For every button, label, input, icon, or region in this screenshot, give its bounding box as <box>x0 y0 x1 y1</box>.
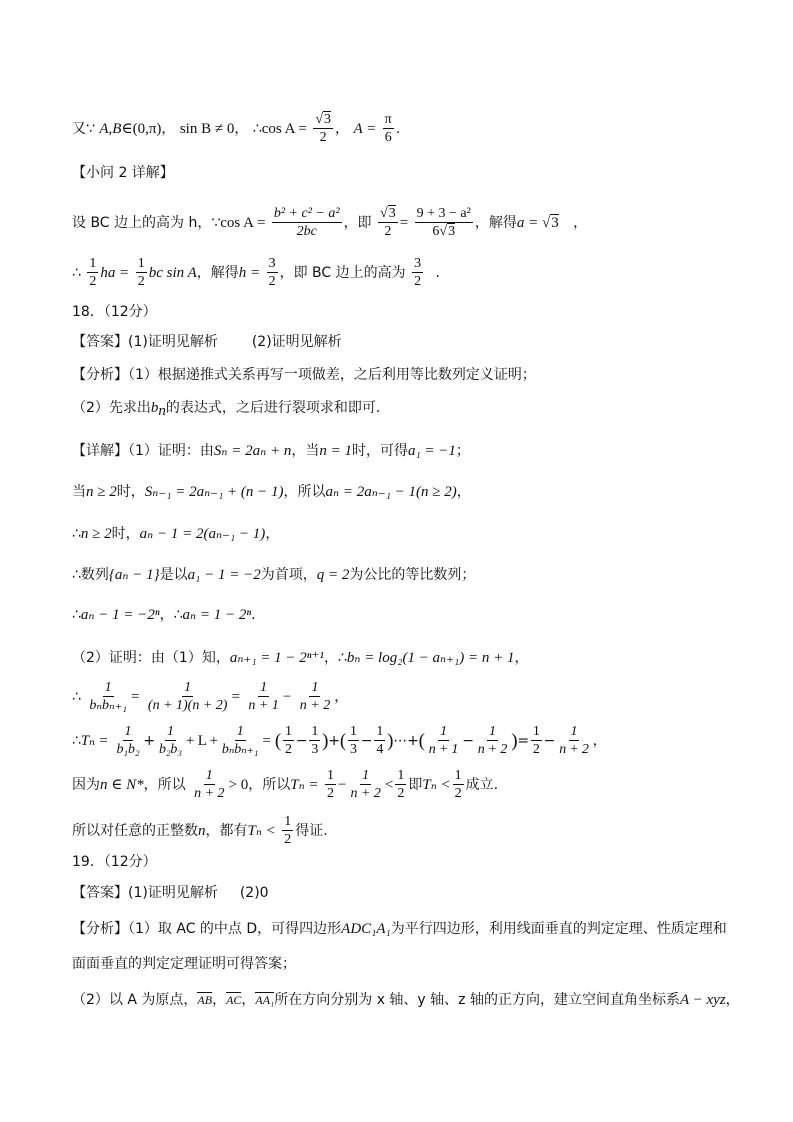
math: bc sin A <box>148 264 197 281</box>
fraction: $\frac{1}{2}$ <box>326 768 334 802</box>
text: ∴ <box>72 264 81 281</box>
fraction: $\frac{1}{2}$ <box>532 724 540 758</box>
fraction: $\frac{1}{n + 1}$ <box>248 680 279 714</box>
fraction: $\frac{1}{\text{b₁b₂}}$ <box>116 724 140 758</box>
math: aₙ − 1 = −2ⁿ <box>80 607 160 623</box>
math: = <box>399 214 409 231</box>
answer-line <box>72 335 342 349</box>
line-12 <box>72 568 475 583</box>
math: − <box>282 688 292 705</box>
fraction: $\frac{1}{\text{bₙbₙ₊₁}}$ <box>221 724 259 758</box>
math: aₙ₊₁ = 1 − 2ⁿ⁺¹ <box>229 650 324 666</box>
text: 为首项， <box>260 567 317 583</box>
math: Sₙ = 2aₙ + n <box>213 443 292 459</box>
fraction: √ $\frac{3}{2}$ <box>378 206 398 240</box>
text: 时， <box>111 526 140 542</box>
fraction: $\frac{1}{n + 2}$ <box>559 724 589 758</box>
line-15 <box>72 680 348 714</box>
math: ⋯ <box>393 732 408 749</box>
math: aₙ = 2aₙ₋₁ − 1(n ≥ 2) <box>325 484 457 500</box>
text: 所在方向分别为 x 轴、y 轴、z 轴的正方向，建立空间直角坐标系 <box>274 992 680 1008</box>
text: . <box>251 607 256 623</box>
text: ， <box>456 484 471 500</box>
text: 所以对任意的正整数 <box>72 822 198 839</box>
text: ，所以 <box>283 484 326 500</box>
text: ∴ <box>72 732 81 749</box>
text: (2)0 <box>239 885 269 901</box>
math: > 0 <box>228 776 249 793</box>
text: ，∴ <box>159 607 183 623</box>
fraction: $\frac{1}{2}$ <box>137 256 145 290</box>
math: n ∈ N* <box>100 776 144 793</box>
text: ，都有 <box>205 822 248 839</box>
math: n <box>158 403 166 419</box>
text: 是以 <box>159 567 188 583</box>
math: bₙ = log₂(1 − aₙ₊₁) = n + 1 <box>346 650 515 666</box>
line-14 <box>72 651 529 666</box>
line-16: ∴Tₙ = $\frac{1}{\text{b₁b₂}}$ + $\frac{1}{\text{b₂b₃}}$ + L + $\frac{1}{\text{bₙbₙ₊₁}}$ = ( $\frac{1}{2}$ − $\frac{1}{3}$ )+( $\frac{1}{3}$ − $\frac{1}{4}$ )⋯+( $\frac{1}{n + 1}$ − $\frac{1}{n + 2}$ )= $\frac{1}{2}$ − $\frac{1}{n + 2}$ ， <box>72 724 607 758</box>
text: ，即 BC 边上的高为 <box>279 264 406 281</box>
math: ∈(0,π) <box>121 120 162 137</box>
math: + L + <box>185 732 218 749</box>
math: aₙ = 1 − 2ⁿ <box>182 607 252 623</box>
text: 的表达式，之后进行裂项求和即可. <box>165 400 381 416</box>
text: . <box>435 264 440 281</box>
fraction: $\frac{3}{2}$ <box>268 256 276 290</box>
math: Tₙ = <box>290 776 319 793</box>
text: ，∴ <box>323 650 347 666</box>
line-22: 面面垂直的判定定理证明可得答案； <box>72 956 296 972</box>
text: 因为 <box>72 776 100 793</box>
math: aₙ − 1 = 2(aₙ₋₁ − 1) <box>139 526 266 542</box>
text: ， <box>241 992 256 1008</box>
math: − <box>337 776 347 793</box>
line-8 <box>72 401 380 419</box>
line-9 <box>72 444 470 459</box>
fraction: $\frac{\text{b² + c² − a²}}{2bc}$ <box>273 206 340 240</box>
math: Tₙ < <box>247 822 276 839</box>
text: 为平行四边形，利用线面垂直的判定定理、性质定理和 <box>390 921 727 937</box>
text: ， <box>573 214 588 231</box>
text: ，所以 <box>248 776 291 793</box>
fraction: $\frac{1}{n + 2}$ <box>477 724 508 758</box>
math: Sₙ₋₁ = 2aₙ₋₁ + (n − 1) <box>144 484 284 500</box>
vector-ab: AB <box>197 993 213 1007</box>
math: a = <box>516 214 542 231</box>
math: n ≥ 2 <box>86 484 117 500</box>
text: ，解得 <box>196 264 239 281</box>
analysis-line: 【分析】（1）根据递推式关系再写一项做差，之后利用等比数列定义证明； <box>72 367 536 383</box>
text: （2）先求出 <box>72 400 151 416</box>
math: sin B ≠ 0 <box>179 120 235 137</box>
math: A <box>99 120 109 137</box>
answer-line <box>72 886 269 900</box>
math: , <box>108 120 113 137</box>
text: ， <box>265 526 280 542</box>
vector-ac: AC <box>226 993 242 1007</box>
problem-number: 19．（12分） <box>72 854 157 870</box>
line-3 <box>72 206 587 240</box>
text: ，所以 <box>143 776 186 793</box>
fraction: $\frac{1}{2}$ <box>284 814 292 848</box>
fraction: $\frac{1}{\text{b₂b₃}}$ <box>158 724 182 758</box>
fraction: $\frac{3}{2}$ <box>414 256 422 290</box>
text: 【详解】（1）证明：由 <box>72 443 214 459</box>
math: A = <box>353 120 377 137</box>
line-10 <box>72 485 471 500</box>
line-11 <box>72 527 279 542</box>
text: ， <box>514 650 529 666</box>
text: 为公比的等比数列； <box>349 567 476 583</box>
fraction: √ $\frac{3}{2}$ <box>313 112 333 146</box>
math: b <box>150 400 159 416</box>
math: cos A = <box>220 214 266 231</box>
line-4 <box>72 256 440 290</box>
text: （2）证明：由（1）知， <box>72 650 230 666</box>
math: cos A = <box>261 120 307 137</box>
line-21 <box>72 922 727 937</box>
fraction: $\frac{1}{n + 2}$ <box>350 768 381 802</box>
text: (2)证明见解析 <box>251 334 342 350</box>
text: ∴数列 <box>72 567 109 583</box>
text: 又∵ <box>72 120 95 137</box>
text: ∴ <box>72 607 81 623</box>
fraction: $\frac{1}{2}$ <box>89 256 97 290</box>
text: ， <box>725 992 740 1008</box>
line-13 <box>72 608 256 623</box>
math: A − xyz <box>679 992 726 1008</box>
fraction: $\frac{1}{2}$ <box>454 768 462 802</box>
text: ∴ <box>72 688 81 705</box>
text: （2）以 A 为原点， <box>72 992 198 1008</box>
text: 【答案】(1)证明见解析 <box>72 885 218 901</box>
math: n <box>198 822 206 839</box>
math: Tₙ < <box>422 776 451 793</box>
text: 当 <box>72 484 86 500</box>
line-18 <box>72 814 328 848</box>
text: ； <box>455 443 470 459</box>
line-1: 又∵ A,B∈(0,π)， sin B ≠ 0， ∴cos A = √ $\frac{3}{2}$ ， A = $\frac{\pi}{6}$ . <box>72 112 400 146</box>
math: h = <box>238 264 261 281</box>
text: ， <box>334 688 349 705</box>
math: a₁ − 1 = −2 <box>187 567 261 583</box>
line-17 <box>72 768 498 802</box>
fraction: $\frac{\pi}{6}$ <box>384 112 392 146</box>
math: {aₙ − 1} <box>108 567 160 583</box>
math: n = 1 <box>319 443 352 459</box>
text: 【分析】（1）取 AC 的中点 D，可得四边形 <box>72 921 342 937</box>
text: 时，可得 <box>351 443 408 459</box>
text: 成立. <box>465 776 499 793</box>
math: ADC₁A₁ <box>341 921 391 937</box>
fraction: $\frac{1}{2}$ <box>397 768 405 802</box>
text: ， <box>592 732 607 749</box>
vector-aa1: AA₁ <box>255 993 275 1007</box>
math: 3 <box>551 214 559 231</box>
math: B <box>112 120 122 137</box>
subsection-heading: 【小问 2 详解】 <box>72 165 174 181</box>
fraction: $\frac{1}{3}$ <box>349 724 357 758</box>
fraction: $\frac{\text{9 + 3 − a²}}{6√ 3}$ <box>415 206 473 240</box>
fraction: $\frac{1}{(n + 1)(n + 2)}$ <box>147 680 228 714</box>
fraction: $\frac{1}{3}$ <box>311 724 319 758</box>
math: < <box>384 776 394 793</box>
text: 时， <box>116 484 145 500</box>
fraction: $\frac{1}{n + 2}$ <box>194 768 225 802</box>
fraction: $\frac{1}{4}$ <box>376 724 384 758</box>
text: ， <box>212 992 227 1008</box>
text: 即 <box>408 776 423 793</box>
fraction: $\frac{1}{n + 2}$ <box>299 680 331 714</box>
math: = <box>262 732 271 749</box>
text: ，即 <box>343 214 372 231</box>
text: 得证. <box>295 822 328 839</box>
text: ，解得 <box>474 214 517 231</box>
math: ha = <box>100 264 130 281</box>
math: = <box>231 688 240 705</box>
fraction: $\frac{1}{\text{bₙbₙ₊₁}}$ <box>89 680 127 714</box>
text: ，当 <box>291 443 320 459</box>
fraction: $\frac{1}{n + 1}$ <box>428 724 459 758</box>
problem-number: 18．（12分） <box>72 304 157 320</box>
text: 设 BC 边上的高为 h，∵ <box>72 214 221 231</box>
math: n ≥ 2 <box>80 526 112 542</box>
text: ∴ <box>72 526 81 542</box>
line-23 <box>72 993 740 1008</box>
text: ∴ <box>252 120 262 137</box>
fraction: $\frac{1}{2}$ <box>285 724 292 758</box>
math: a₁ = −1 <box>407 443 456 459</box>
math: q = 2 <box>316 567 350 583</box>
math: = <box>130 688 140 705</box>
text: 【答案】(1)证明见解析 <box>72 334 218 350</box>
math: Tₙ = <box>80 732 109 749</box>
